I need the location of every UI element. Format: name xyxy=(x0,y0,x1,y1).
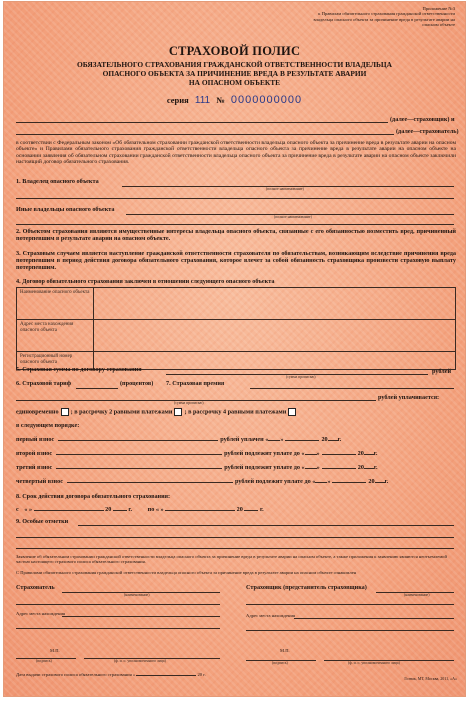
term-from: с xyxy=(16,506,19,513)
option-4-label: в рассрочку 4 равными платежами xyxy=(188,408,287,416)
object-name-field[interactable] xyxy=(94,288,456,320)
insurer-name-hint: (наименование) xyxy=(404,593,430,597)
insurer-sign-hint: (подпись) xyxy=(272,661,288,665)
installment-day-field[interactable] xyxy=(305,468,317,469)
term-from-year: 20 xyxy=(105,506,112,513)
address-right-label: Адрес места нахождения xyxy=(246,613,296,618)
owner-field-2[interactable] xyxy=(16,198,454,199)
issue-date-label: Дата выдачи страхового полиса обязательного страхования « xyxy=(16,672,136,677)
table-row xyxy=(17,288,456,320)
address-left-label: Адрес места нахождения xyxy=(16,611,66,616)
other-owners-label: Иные владельцы опасного объекта xyxy=(16,206,115,213)
sum-label: 5. Страховая сумма по договору страхования xyxy=(16,366,142,373)
installment-status: рублей уплачен « xyxy=(220,436,269,443)
table-row xyxy=(17,320,456,352)
footer-statement-2: С Правилами обязательного страхования гражданской ответственности владельца опасного объекта за причинение вреда в результате аварии на опасном объекте ознакомлен xyxy=(16,570,357,575)
installment-suffix: г. xyxy=(337,436,342,443)
series-number-line xyxy=(4,94,465,106)
installment-label: четвертый взнос xyxy=(16,478,63,485)
installment-month-field[interactable] xyxy=(285,440,319,441)
special-notes-field-2[interactable] xyxy=(16,537,454,538)
policy-title: СТРАХОВОЙ ПОЛИС xyxy=(168,44,301,58)
number-value: 0000000000 xyxy=(230,94,303,106)
insurer-label: (далее—страховщик) и xyxy=(390,116,455,123)
series-label: серия xyxy=(166,95,189,105)
table-cell-label: Адрес места нахождения опасного объекта xyxy=(17,320,94,352)
installment-amount-field[interactable] xyxy=(58,440,218,441)
tariff-field[interactable] xyxy=(76,388,118,389)
installment-amount-field[interactable] xyxy=(67,482,233,483)
issue-date-field[interactable] xyxy=(136,675,196,676)
installment-label: третий взнос xyxy=(16,464,53,471)
address-left-field[interactable] xyxy=(62,616,220,617)
section-3: 3. Страховым случаем является наступление гражданской ответственности страхователя по обязательствам, возникающим вследствие причинения вреда потерпевшим в период действия договора обязательного страхования, которое влечет за собой обязанность страховщика произвести страховую выплату потерпевшим. xyxy=(16,250,456,272)
section-2: 2. Объектом страхования являются имущественные интересы владельца опасного объекта, связанные с его обязанностью возместить вред, причиненный потерпевшим в результате аварии на опасном объекте. xyxy=(16,228,456,243)
sum-unit: рублей xyxy=(432,368,452,375)
premium-hint: (сумма прописью) xyxy=(174,401,204,405)
installment-amount-field[interactable] xyxy=(56,454,222,455)
order-label: в следующем порядке: xyxy=(16,422,80,429)
issue-date-line xyxy=(16,672,206,677)
policyholder-name-field-2[interactable] xyxy=(16,604,220,605)
owner-hint: (полное наименование) xyxy=(266,187,304,191)
option-lump-sum-checkbox[interactable] xyxy=(61,408,69,416)
premium-label: 7. Страховая премия xyxy=(166,380,225,387)
term-from-year-field[interactable] xyxy=(113,510,127,511)
policyholder-label: (далее—страхователь) xyxy=(396,128,459,135)
tariff-percent: (процентов) xyxy=(120,380,154,387)
issue-year: 20 xyxy=(197,672,203,677)
premium-field[interactable] xyxy=(250,388,454,389)
object-address-field[interactable] xyxy=(94,320,456,352)
installment-status: рублей подлежит уплате до « xyxy=(234,478,316,485)
installment-suffix: г. xyxy=(384,478,389,485)
appendix-block xyxy=(305,6,455,28)
preamble: в соответствии с Федеральным законом «Об обязательном страховании гражданской ответственности владельца опасного объекта за причинение вреда в результате аварии на опасном объекте» и Правилами обязательного страхования гражданской ответственности владельца опасного объекта за причинение вреда в результате аварии на опасном объекте на основании заявления об обязательном страховании гражданской ответственности владельца опасного объекта за причинение вреда в результате аварии на опасном объекте заключили настоящий договор обязательного страхования. xyxy=(16,140,456,166)
term-to: по xyxy=(147,506,155,513)
insurer-line[interactable] xyxy=(16,122,388,123)
installment-row: второй взнос рублей подлежит уплате до « » 20 г. xyxy=(16,450,378,457)
installment-month-field[interactable] xyxy=(332,482,366,483)
address-right-field-2[interactable] xyxy=(246,630,454,631)
installment-year-field[interactable] xyxy=(375,482,385,483)
installment-status: рублей подлежит уплате до « xyxy=(224,450,305,457)
rubles-paid: рублей уплачивается: xyxy=(378,394,440,401)
subtitle-line-3: НА ОПАСНОМ ОБЪЕКТЕ xyxy=(188,78,281,87)
subtitle-line-2: ОПАСНОГО ОБЪЕКТА ЗА ПРИЧИНЕНИЕ ВРЕДА В РЕЗУЛЬТАТЕ АВАРИИ xyxy=(102,69,367,78)
subtitle-line-1: ОБЯЗАТЕЛЬНОГО СТРАХОВАНИЯ ГРАЖДАНСКОЙ ОТВЕТСТВЕННОСТИ ВЛАДЕЛЬЦА xyxy=(76,60,393,69)
installment-suffix: г. xyxy=(373,450,378,457)
installment-year: 20 xyxy=(357,450,364,457)
installment-year: 20 xyxy=(368,478,375,485)
installment-day-field[interactable] xyxy=(268,440,280,441)
insurance-policy-form xyxy=(4,2,465,696)
option-2-checkbox[interactable] xyxy=(174,408,182,416)
appendix-text: к Правилам обязательного страхования гражданской ответственности владельца опасного объекта за причинение вреда в результате аварии на опасном объекте xyxy=(313,11,455,28)
installment-day-field[interactable] xyxy=(315,482,327,483)
object-table xyxy=(16,287,456,370)
term-to-year: 20 xyxy=(236,506,243,513)
special-notes-field[interactable] xyxy=(78,525,454,526)
installment-label: первый взнос xyxy=(16,436,55,443)
issue-suffix: г. xyxy=(203,672,206,677)
special-notes-label: 9. Особые отметки xyxy=(16,518,69,525)
policyholder-line[interactable] xyxy=(16,134,394,135)
address-right-field[interactable] xyxy=(294,618,454,619)
table-cell-label: Регистрационный номер опасного объекта xyxy=(17,352,94,370)
installment-suffix: г. xyxy=(373,464,378,471)
term-to-quotes: « » xyxy=(155,506,164,513)
section-4-title: 4. Договор обязательного страхования заключен в отношении следующего опасного объекта xyxy=(16,278,275,285)
number-sign: № xyxy=(216,95,225,105)
option-lump-sum-label: единовременно xyxy=(16,408,59,416)
printer-mark: Гознак, МТ, Москва, 2011, «А» xyxy=(404,676,457,681)
term-to-year-field[interactable] xyxy=(244,510,258,511)
installment-month-field[interactable] xyxy=(322,454,356,455)
installment-year-field[interactable] xyxy=(364,468,374,469)
insurer-fio-hint: (ф. и. о. уполномоченного лица) xyxy=(348,661,400,665)
insurer-name-field-2[interactable] xyxy=(246,604,454,605)
installment-year: 20 xyxy=(357,464,364,471)
installment-year: 20 xyxy=(321,436,328,443)
installment-day-field[interactable] xyxy=(305,454,317,455)
stamp-place-right: М.П. xyxy=(280,648,290,653)
installment-label: второй взнос xyxy=(16,450,53,457)
term-from-month-field[interactable] xyxy=(34,510,104,511)
sum-hint: (сумма прописью) xyxy=(286,375,316,379)
special-notes-field-3[interactable] xyxy=(16,548,454,549)
term-from-g: г. xyxy=(128,506,133,513)
series-value: 111 xyxy=(194,95,211,106)
option-4-checkbox[interactable] xyxy=(288,408,296,416)
object-regnum-field[interactable] xyxy=(94,352,456,370)
term-to-g: г. xyxy=(259,506,264,513)
installment-amount-field[interactable] xyxy=(56,468,222,469)
other-owners-hint: (полное наименование) xyxy=(274,215,312,219)
policyholder-name-hint: (наименование) xyxy=(124,593,150,597)
tariff-label: 6. Страховой тариф xyxy=(16,380,72,387)
policyholder-fio-hint: (ф. и. о. уполномоченного лица) xyxy=(114,659,166,663)
term-to-month-field[interactable] xyxy=(165,510,235,511)
policyholder-sign-label: Страхователь xyxy=(16,584,55,591)
policyholder-sign-hint: (подпись) xyxy=(36,659,52,663)
installment-status: рублей подлежит уплате до « xyxy=(224,464,305,471)
option-2-label: в рассрочку 2 равными платежами xyxy=(74,408,173,416)
insurer-sign-label: Страховщик (представитель страховщика) xyxy=(246,584,367,591)
installment-year-field[interactable] xyxy=(364,454,374,455)
footer-statement-1: Заявление об обязательном страховании гражданской ответственности владельца опасного объекта за причинение вреда в результате аварии на опасном объекте, а также приложения к заявлению являются неотъемлемой частью настоящего страхового полиса обязательного страхования. xyxy=(16,554,447,565)
installment-row: четвертый взнос рублей подлежит уплате до « » 20 г. xyxy=(16,478,389,485)
other-owners-field-2[interactable] xyxy=(16,224,454,225)
policy-subtitle xyxy=(4,60,465,87)
address-left-field-2[interactable] xyxy=(16,628,220,629)
term-from-quotes: « » xyxy=(24,506,33,513)
installment-month-field[interactable] xyxy=(322,468,356,469)
installment-year-field[interactable] xyxy=(328,440,338,441)
term-line xyxy=(16,506,456,513)
installment-row: третий взнос рублей подлежит уплате до « » 20 г. xyxy=(16,464,378,471)
appendix-title: Приложение №3 xyxy=(422,6,455,11)
owner-label: 1. Владелец опасного объекта xyxy=(16,178,99,185)
table-cell-label: Наименование опасного объекта xyxy=(17,288,94,320)
term-label: 8. Срок действия договора обязательного страхования: xyxy=(16,493,171,500)
stamp-place-left: М.П. xyxy=(50,648,60,653)
payment-options: единовременно ; в рассрочку 2 равными платежами ; в рассрочку 4 равными платежами xyxy=(16,408,298,416)
installment-row: первый взнос рублей уплачен « » 20 г. xyxy=(16,436,342,443)
